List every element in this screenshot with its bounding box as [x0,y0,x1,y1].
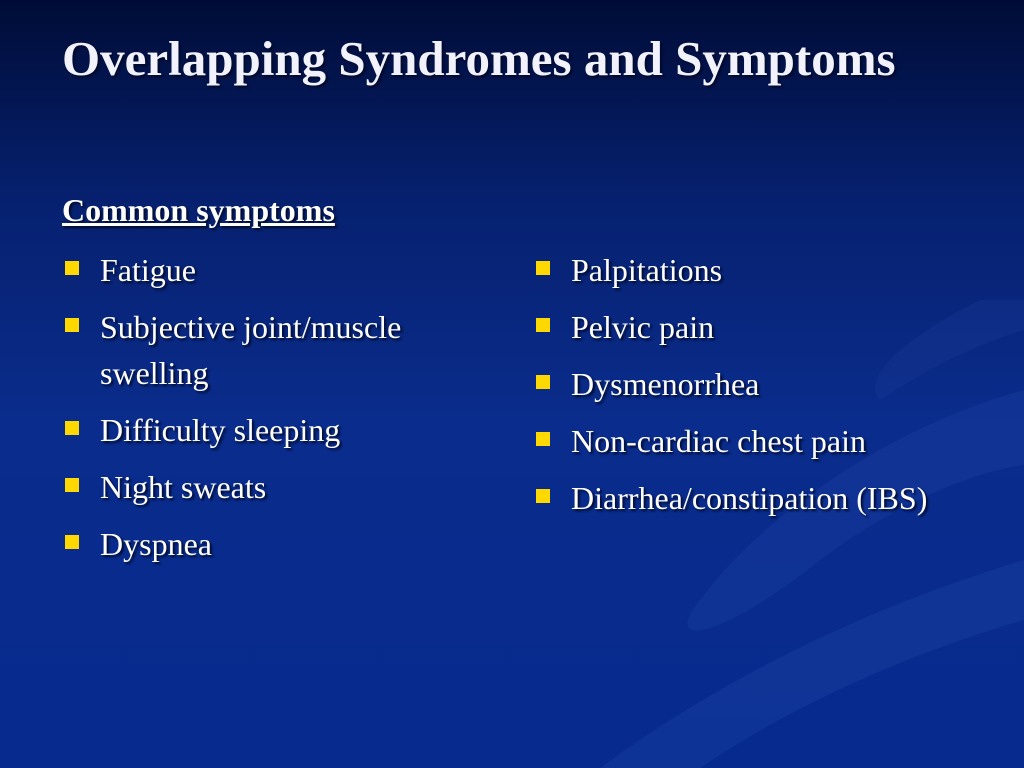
slide-title: Overlapping Syndromes and Symptoms [62,31,896,86]
list-item [62,407,492,453]
list-item-text: Difficulty sleeping [100,412,341,448]
list-item-text: Night sweats [100,469,267,505]
list-item-text: Fatigue [100,252,196,288]
list-item [533,475,1003,521]
list-item [62,521,492,567]
list-item [62,464,492,510]
list-item [62,304,492,396]
section-subheading: Common symptoms [62,192,335,228]
bullet-icon [536,318,550,332]
list-item [533,304,1003,350]
list-item-text: Palpitations [571,252,723,288]
list-item [62,247,492,293]
list-item [533,361,1003,407]
bullet-icon [536,489,550,503]
bullet-icon [536,261,550,275]
bullet-icon [65,421,79,435]
bullet-icon [536,432,550,446]
list-item-text: Dysmenorrhea [571,366,760,402]
list-item-text: Subjective joint/muscle swelling [100,309,402,391]
list-item-text: Dyspnea [100,526,212,562]
bullet-icon [65,318,79,332]
bullet-icon [65,535,79,549]
left-symptom-list [62,247,492,578]
bullet-icon [536,375,550,389]
list-item-text: Diarrhea/constipation (IBS) [571,480,928,516]
list-item-text: Non-cardiac chest pain [571,423,866,459]
right-symptom-list [533,247,1003,532]
list-item [533,247,1003,293]
bullet-icon [65,261,79,275]
list-item-text: Pelvic pain [571,309,715,345]
list-item [533,418,1003,464]
bullet-icon [65,478,79,492]
